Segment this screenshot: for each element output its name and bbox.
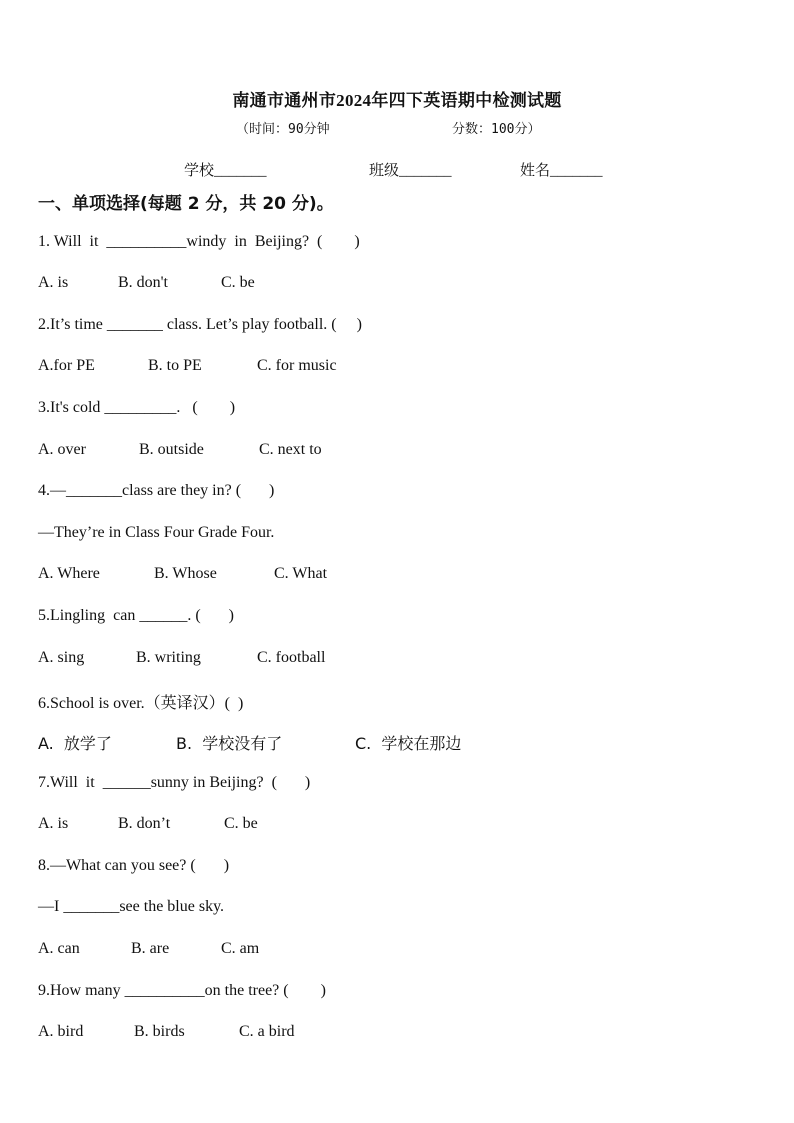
exam-score: 分数：100分）: [452, 122, 541, 137]
question-2: 2.It’s time _______ class. Let’s play football. ( ): [38, 316, 362, 333]
q4-option-c: C. What: [274, 565, 328, 582]
q8-option-a: A. can: [38, 940, 80, 957]
question-6: 6.School is over.（英译汉）( ): [38, 695, 244, 712]
q9-option-a: A. bird: [38, 1023, 84, 1040]
question-3: 3.It's cold _________. ( ): [38, 399, 236, 416]
q6-option-c: C. 学校在那边: [355, 734, 462, 753]
q2-option-b: B. to PE: [148, 357, 202, 374]
q1-option-c: C. be: [221, 274, 255, 291]
class-field: 班级_______: [369, 163, 452, 179]
q3-option-b: B. outside: [139, 441, 204, 458]
question-5: 5.Lingling can ______. ( ): [38, 607, 234, 624]
q4-option-a: A. Where: [38, 565, 100, 582]
q8-option-c: C. am: [221, 940, 260, 957]
q7-option-c: C. be: [224, 815, 258, 832]
q6-option-a: A. 放学了: [38, 734, 112, 753]
exam-title: 南通市通州市2024年四下英语期中检测试题: [232, 91, 562, 110]
q2-option-a: A.for PE: [38, 357, 95, 374]
q6-option-b: B. 学校没有了: [176, 734, 283, 753]
q5-option-c: C. football: [257, 649, 326, 666]
question-9: 9.How many __________on the tree? ( ): [38, 982, 326, 999]
question-4: 4.—_______class are they in? ( ): [38, 482, 275, 499]
question-8: 8.—What can you see? ( ): [38, 857, 230, 874]
q8-option-b: B. are: [131, 940, 170, 957]
q9-option-c: C. a bird: [239, 1023, 295, 1040]
q3-option-a: A. over: [38, 441, 86, 458]
school-field: 学校_______: [184, 163, 267, 179]
question-8-answer-line: —I _______see the blue sky.: [38, 898, 225, 915]
q9-option-b: B. birds: [134, 1023, 185, 1040]
q7-option-b: B. don’t: [118, 815, 171, 832]
exam-time: （时间：90分钟: [236, 122, 330, 137]
q4-option-b: B. Whose: [154, 565, 217, 582]
q5-option-b: B. writing: [136, 649, 201, 666]
question-1: 1. Will it __________windy in Beijing? ( ): [38, 233, 360, 250]
question-7: 7.Will it ______sunny in Beijing? ( ): [38, 774, 311, 791]
section-heading: 一、单项选择(每题 2 分，共 20 分)。: [38, 194, 334, 214]
name-field: 姓名_______: [520, 163, 603, 179]
q1-option-b: B. don't: [118, 274, 168, 291]
q5-option-a: A. sing: [38, 649, 85, 666]
q1-option-a: A. is: [38, 274, 69, 291]
q3-option-c: C. next to: [259, 441, 322, 458]
q2-option-c: C. for music: [257, 357, 337, 374]
question-4-answer-line: —They’re in Class Four Grade Four.: [38, 524, 275, 541]
q7-option-a: A. is: [38, 815, 69, 832]
